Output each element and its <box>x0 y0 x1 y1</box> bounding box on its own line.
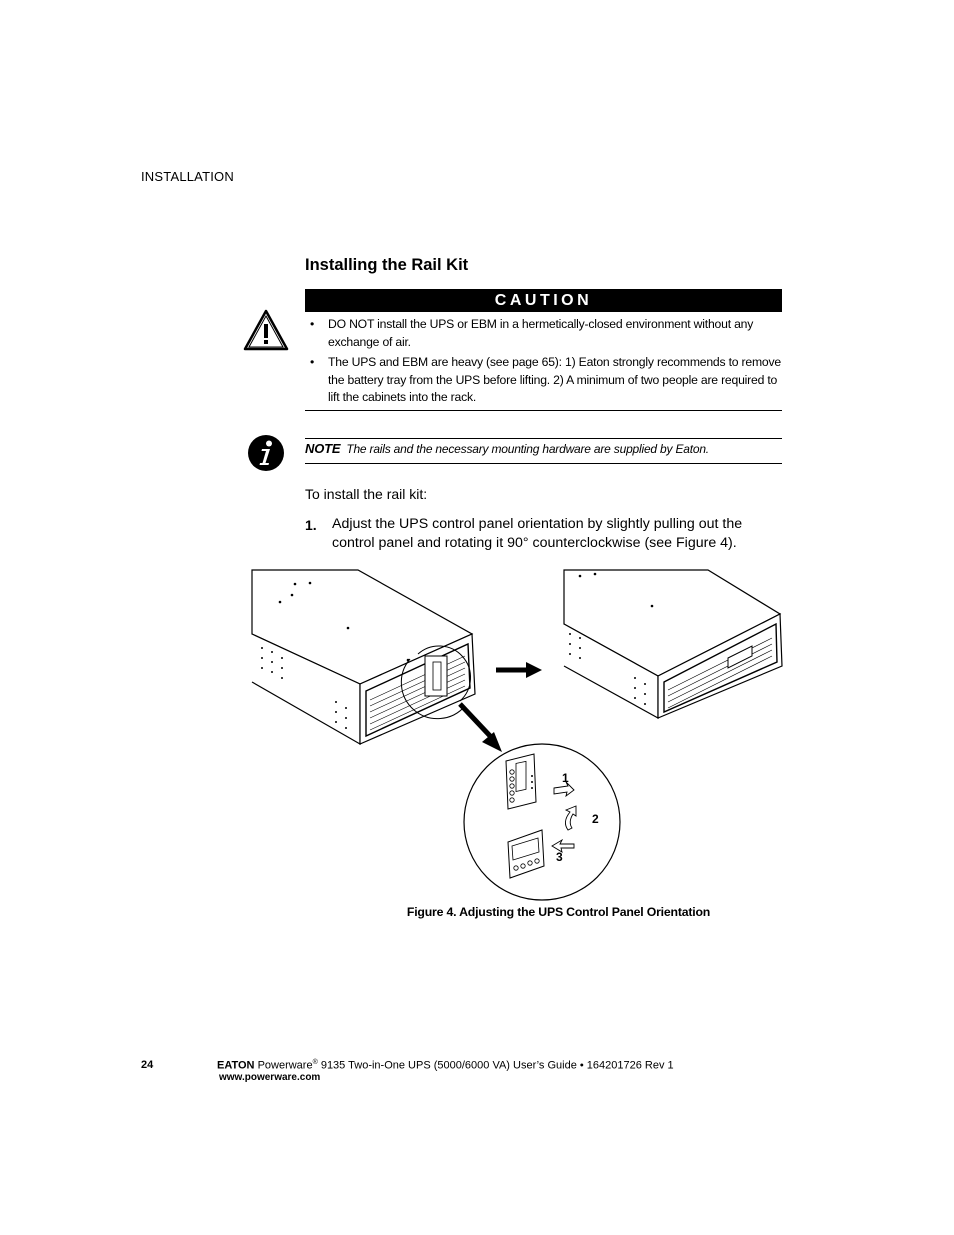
caution-item <box>305 316 782 351</box>
warning-triangle-icon <box>243 309 289 351</box>
callout-2: 2 <box>592 812 599 826</box>
product-name: Powerware <box>257 1059 313 1072</box>
caution-bottom-rule <box>305 410 782 411</box>
caution-banner: CAUTION <box>305 289 782 312</box>
figure-ups-panel-orientation <box>250 566 790 898</box>
caution-list <box>305 316 782 410</box>
footer-title-rest: 9135 Two-in-One UPS (5000/6000 VA) User’s Guide • 164201726 Rev 1 <box>317 1059 674 1072</box>
figure-caption: Figure 4. Adjusting the UPS Control Panel Orientation <box>406 905 711 919</box>
detail-circle <box>464 744 620 900</box>
arrow-right-icon <box>496 662 542 678</box>
registered-mark: ® <box>312 1059 318 1066</box>
ups-unit-after <box>564 570 782 718</box>
step-text: Adjust the UPS control panel orientation by slightly pulling out the control panel and rotating it 90° counterclockwise (see Figure 4). <box>332 516 743 551</box>
brand-name: EATON <box>217 1059 255 1072</box>
ups-unit-before <box>252 570 475 744</box>
callout-3: 3 <box>556 850 563 864</box>
note-text: The rails and the necessary mounting hardware are supplied by Eaton. <box>346 442 709 456</box>
bullet: • <box>310 355 315 369</box>
caution-item-text: The UPS and EBM are heavy (see page 65): 1) Eaton strongly recommends to remove the battery tray from the UPS before lifting. 2) A minimum of two people are required to lift the cabinets into the rack. <box>328 355 781 404</box>
callout-1: 1 <box>562 771 569 785</box>
caution-item-text: DO NOT install the UPS or EBM in a hermetically-closed environment without any exchange of air. <box>328 317 754 349</box>
note <box>305 441 782 456</box>
intro-text: To install the rail kit: <box>305 486 428 502</box>
note-label: NOTE <box>305 441 341 456</box>
note-top-rule <box>305 438 782 439</box>
footer-title <box>217 1059 674 1072</box>
step-number: 1. <box>305 517 317 533</box>
arrow-down-right-icon <box>460 704 502 752</box>
section-label: INSTALLATION <box>141 169 234 184</box>
bullet: • <box>310 317 315 331</box>
caution-item <box>305 354 782 407</box>
note-bottom-rule <box>305 463 782 464</box>
footer-url[interactable]: www.powerware.com <box>219 1072 321 1083</box>
section-heading: Installing the Rail Kit <box>305 256 469 274</box>
page-number: 24 <box>141 1059 154 1071</box>
info-icon <box>247 434 285 472</box>
